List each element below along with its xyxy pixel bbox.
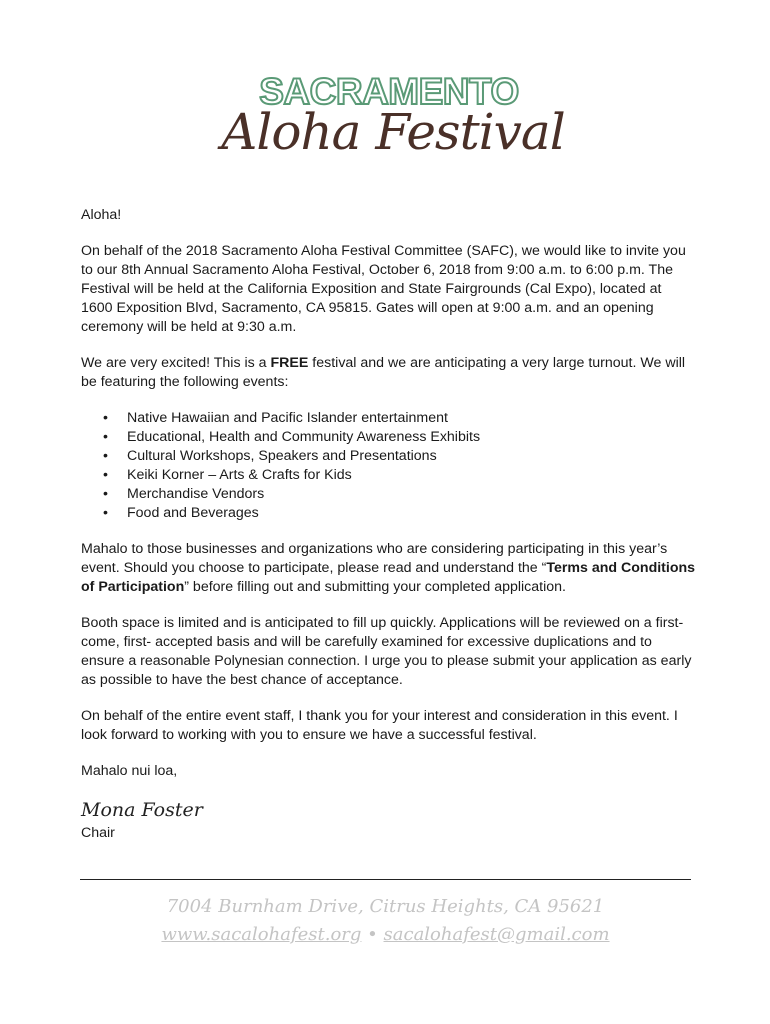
- paragraph-invitation: On behalf of the 2018 Sacramento Aloha Festival Committee (SAFC), we would like to invite you to our 8th Annual Sacramento Aloha Festival, October 6, 2018 from 9:00 a.m. to 6:00 p.m. The Festival will be held at the California Exposition and State Fairgrounds (Cal Expo), located at 1600 Exposition Blvd, Sacramento, CA 95815. Gates will open at 9:00 a.m. and an opening ceremony will be held at 9:30 a.m.: [81, 243, 686, 335]
- festival-logo: [184, 72, 594, 162]
- footer: [80, 893, 691, 949]
- closing: Mahalo nui loa,: [81, 763, 178, 779]
- text-segment: festival and we are anticipating a very large turnout. We will be featuring the following events:: [81, 355, 686, 390]
- list-item: [103, 485, 696, 504]
- paragraph-thanks: On behalf of the entire event staff, I thank you for your interest and consideration in this event. I look forward to working with you to ensure we have a successful festival.: [81, 708, 678, 743]
- list-item: [103, 409, 696, 428]
- footer-separator: •: [367, 924, 378, 945]
- text-segment: We are very excited! This is a: [81, 355, 271, 371]
- text-segment: Mahalo to those businesses and organizations who are considering participating in this year’s event. Should you choose to participate, please read and understand the “: [81, 541, 668, 576]
- logo-wordmark-sacramento: SACRAMENTO: [259, 71, 519, 112]
- event-label: Keiki Korner – Arts & Crafts for Kids: [127, 467, 352, 483]
- signature: Mona Foster: [81, 799, 203, 821]
- bold-free: FREE: [270, 355, 309, 371]
- bullet-icon: •: [103, 486, 108, 502]
- bullet-icon: •: [103, 410, 108, 426]
- text-segment: ” before filling out and submitting your completed application.: [184, 579, 566, 595]
- paragraph-free-festival: [81, 354, 696, 392]
- greeting: Aloha!: [81, 207, 122, 223]
- footer-contact: [80, 921, 691, 949]
- list-item: [103, 466, 696, 485]
- email-link[interactable]: sacalohafest@gmail.com: [383, 924, 610, 945]
- letter-body: [81, 206, 696, 860]
- bullet-icon: •: [103, 448, 108, 464]
- paragraph-participation: [81, 540, 696, 597]
- event-label: Native Hawaiian and Pacific Islander entertainment: [127, 410, 448, 426]
- paragraph-booth-space: Booth space is limited and is anticipated to fill up quickly. Applications will be reviewed on a first-come, first- accepted basis and will be carefully examined for excessive duplications and to ensure a reasonable Polynesian connection. I urge you to please submit your application as early as possible to have the best chance of acceptance.: [81, 615, 692, 688]
- event-label: Educational, Health and Community Awareness Exhibits: [127, 429, 481, 445]
- footer-address: 7004 Burnham Drive, Citrus Heights, CA 95621: [166, 896, 605, 917]
- bullet-icon: •: [103, 429, 108, 445]
- event-label: Cultural Workshops, Speakers and Presentations: [127, 448, 437, 464]
- logo-wordmark-aloha-festival: Aloha Festival: [221, 103, 565, 161]
- footer-divider: [80, 879, 691, 880]
- bold-terms: Terms and Conditions of Participation: [81, 560, 696, 595]
- events-list: [81, 409, 696, 523]
- event-label: Food and Beverages: [127, 505, 259, 521]
- list-item: [103, 447, 696, 466]
- signer-title: Chair: [81, 825, 115, 841]
- list-item: [103, 428, 696, 447]
- website-link[interactable]: www.sacalohafest.org: [161, 924, 362, 945]
- bullet-icon: •: [103, 467, 108, 483]
- event-label: Merchandise Vendors: [127, 486, 265, 502]
- bullet-icon: •: [103, 505, 108, 521]
- list-item: [103, 504, 696, 523]
